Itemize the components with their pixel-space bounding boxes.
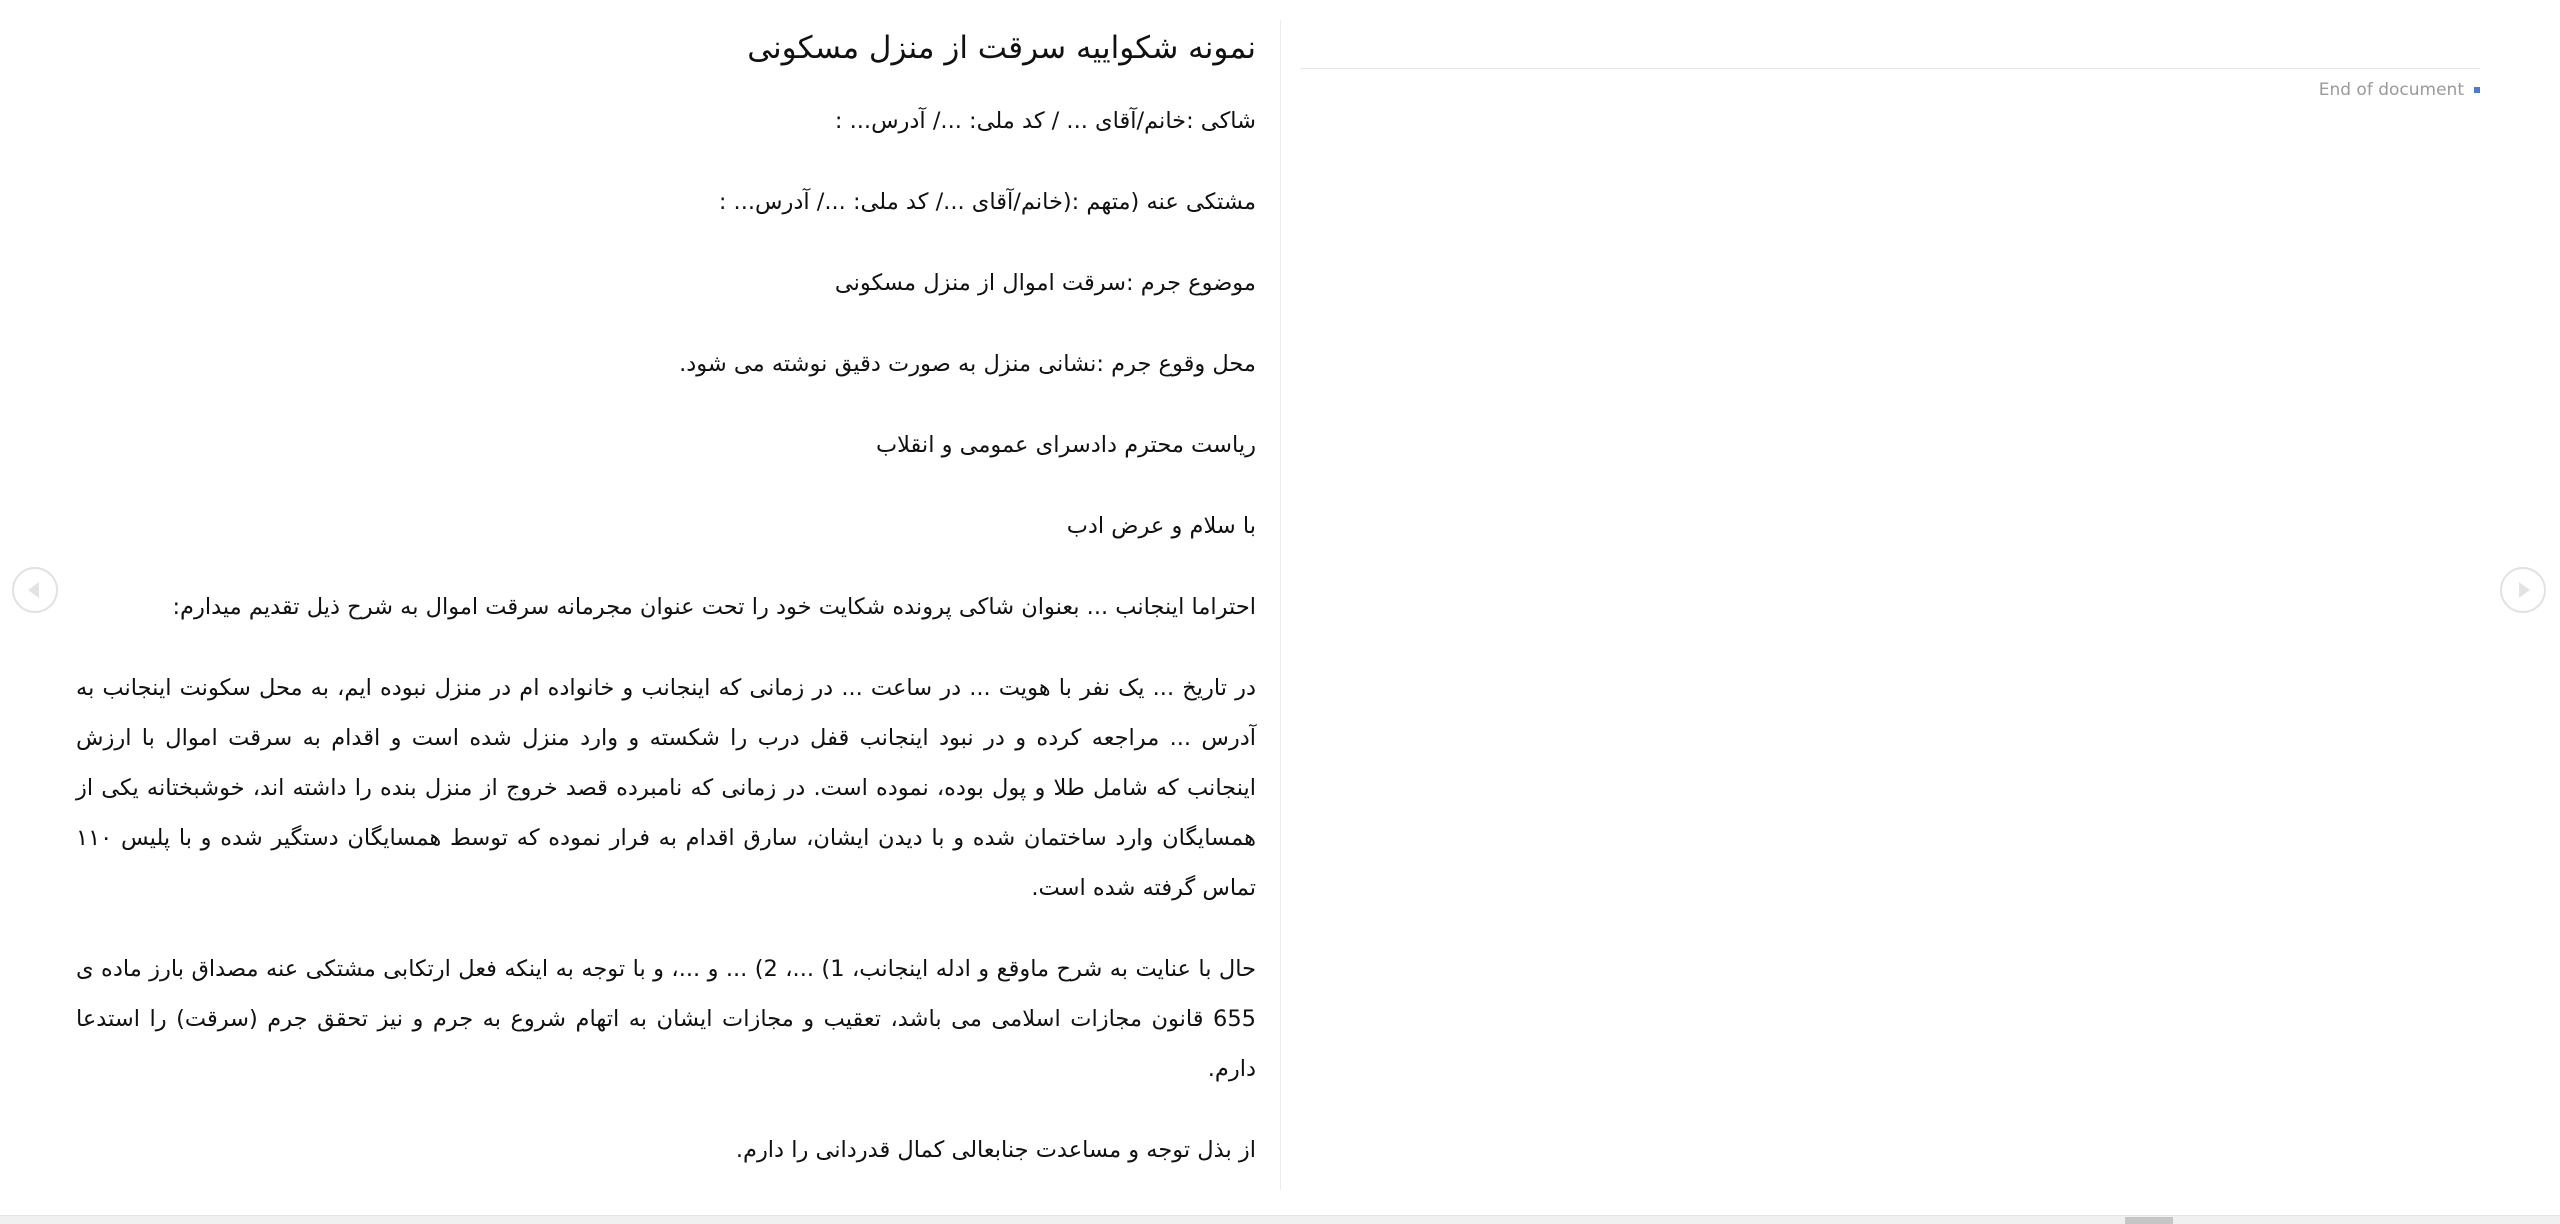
defendant-line: مشتکی عنه (متهم :(خانم/آقای .../ کد ملی: .../ آدرس... : — [718, 189, 1256, 215]
closing-paragraph: از بذل توجه و مساعدت جنابعالی کمال قدردانی را دارم. — [735, 1137, 1256, 1163]
greeting-line: با سلام و عرض ادب — [1066, 513, 1256, 539]
incident-paragraph: در تاریخ ... یک نفر با هویت ... در ساعت ... در زمانی که اینجانب و خانواده ام در منزل نبوده ایم، به محل سکونت اینجانب به آدرس ... مراجعه کرده و در نبود اینجانب قفل درب را شکسته و وارد منزل شده است و اقدام به سرقت اموال با ارزش اینجانب که شامل طلا و پول بوده، نموده است. در زمانی که نامبرده قصد خروج از منزل بنده را داشته اند، خوشبختانه یکی از همسایگان وارد ساختمان شده و با دیدن ایشان، سارق اقدام به فرار نموده که توسط همسایگان دستگیر شده و با پلیس ۱۱۰ تماس گرفته شده است. — [76, 675, 1256, 901]
intro-paragraph: احتراما اینجانب ... بعنوان شاکی پرونده شکایت خود را تحت عنوان مجرمانه سرقت اموال به شرح ذیل تقدیم میدارم: — [172, 594, 1256, 620]
plaintiff-line: شاکی :خانم/آقای ... / کد ملی: .../ آدرس... : — [834, 108, 1256, 134]
document-page — [0, 0, 1280, 1215]
chevron-left-icon — [28, 582, 39, 598]
horizontal-scrollbar[interactable] — [0, 1215, 2560, 1224]
addressee-line: ریاست محترم دادسرای عمومی و انقلاب — [875, 432, 1256, 458]
crime-location-line: محل وقوع جرم :نشانی منزل به صورت دقیق نوشته می شود. — [679, 351, 1256, 377]
document-title: نمونه شکواییه سرقت از منزل مسکونی — [747, 30, 1256, 66]
crime-subject-line: موضوع جرم :سرقت اموال از منزل مسکونی — [834, 270, 1256, 296]
end-of-document-label: End of document — [2318, 80, 2464, 100]
page-top-rule — [1300, 68, 2480, 69]
chevron-right-icon — [2519, 582, 2530, 598]
end-of-document-indicator — [2319, 80, 2480, 100]
document-content — [76, 22, 1256, 1195]
request-paragraph: حال با عنایت به شرح ماوقع و ادله اینجانب، 1) ...، 2) ... و ...، و با توجه به اینکه فعل ارتکابی مشتکی عنه مصداق بارز ماده ی 655 قانون مجازات اسلامی می باشد، تعقیب و مجازات ایشان به اتهام شروع به جرم و نیز تحقق جرم (سرقت) را استدعا دارم. — [76, 956, 1256, 1082]
end-of-document-page — [1300, 0, 2480, 1215]
previous-page-button[interactable] — [12, 567, 58, 613]
page-divider — [1280, 20, 1281, 1190]
end-marker-icon — [2474, 87, 2480, 93]
horizontal-scrollbar-thumb[interactable] — [2125, 1217, 2173, 1224]
next-page-button[interactable] — [2500, 567, 2546, 613]
